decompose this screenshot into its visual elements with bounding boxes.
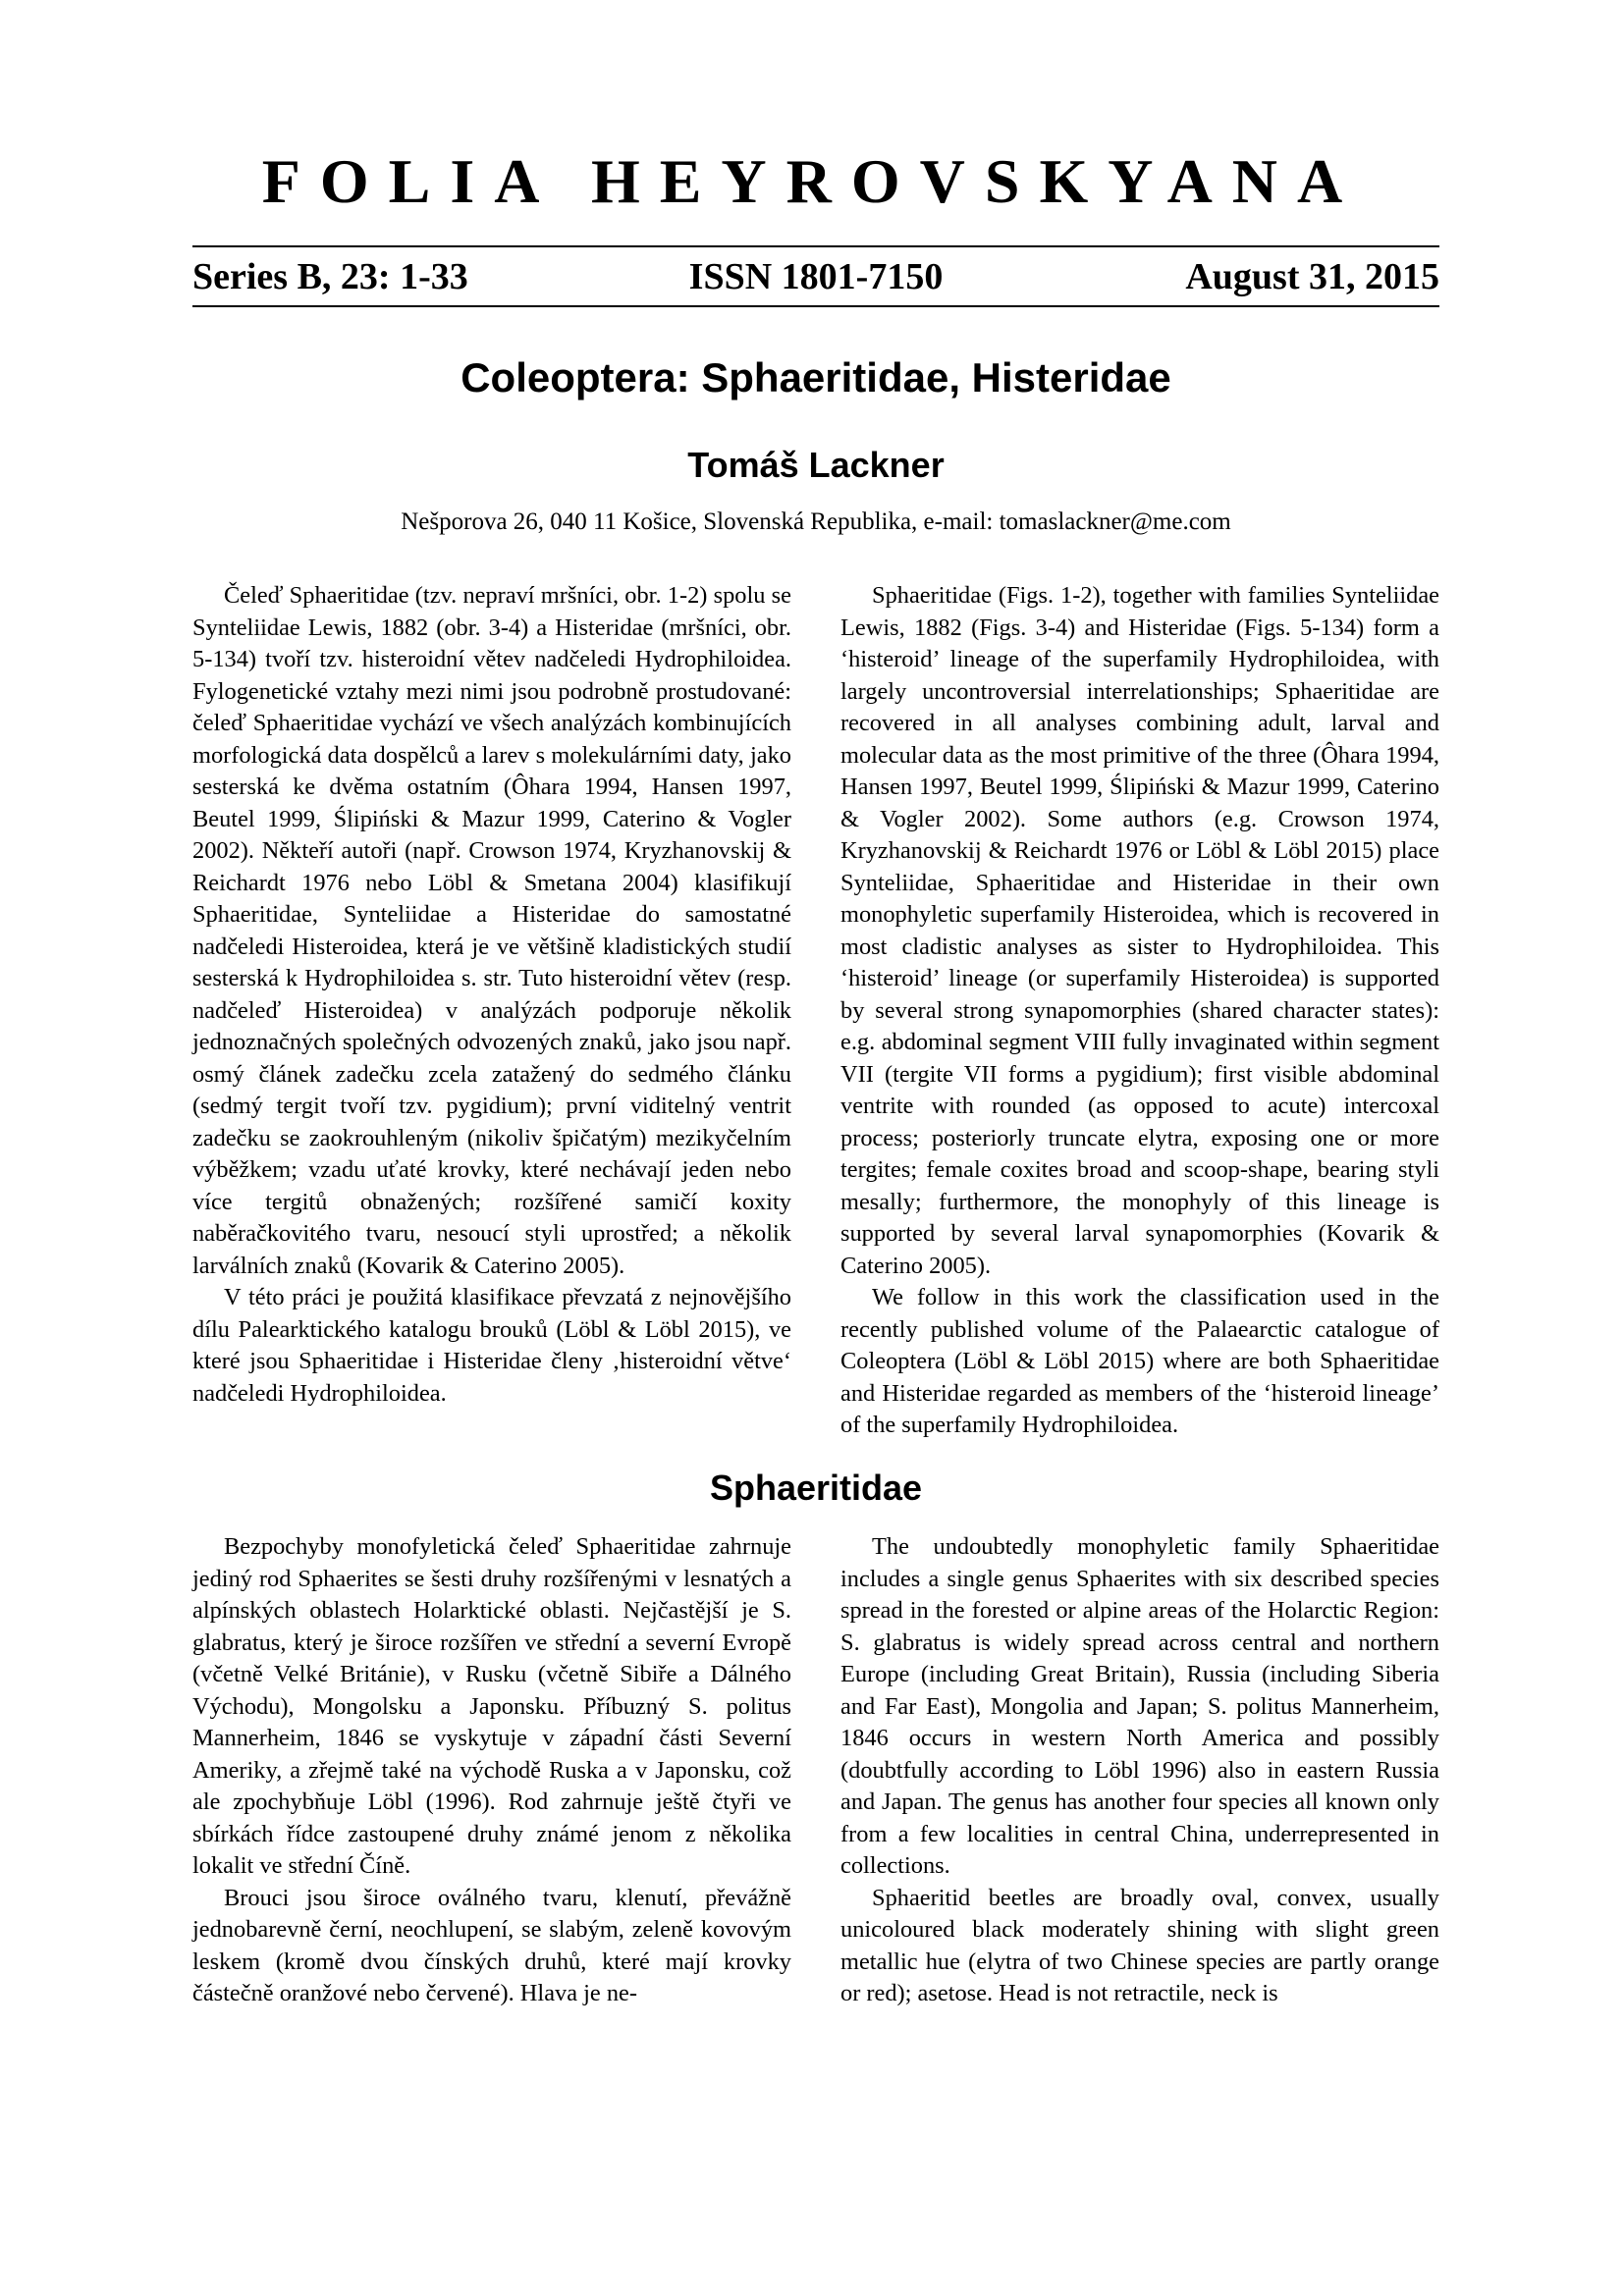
paragraph: We follow in this work the classification used in the recently published volume of the Palaearctic catalogue of Coleoptera (Löbl & Löbl 2015) where are both Sphaeritidae and Histeridae regarded as members of the ‘histeroid lineage’ of the superfamily Hydrophiloidea. (840, 1284, 1439, 1438)
paragraph: Bezpochyby monofyletická čeleď Sphaeritidae zahrnuje jediný rod Sphaerites se šesti druhy rozšířenými v lesnatých a alpínských oblastech Holarktické oblasti. Nejčastější je S. glabratus, který je široce rozšířen ve střední a severní Evropě (včetně Velké Británie), v Rusku (včetně Sibiře a Dálného Východu), Mongolsku a Japonsku. Příbuzný S. politus Mannerheim, 1846 se vyskytuje v západní části Severní Ameriky, a zřejmě také na východě Ruska a v Japonsku, což ale zpochybňuje Löbl (1996). Rod zahrnuje ještě čtyři ve sbírkách řídce zastoupené druhy známé jenom z několika lokalit ve střední Číně. (192, 1533, 791, 1879)
intro-english-column (840, 580, 1439, 1442)
paragraph: Sphaeritidae (Figs. 1-2), together with families Synteliidae Lewis, 1882 (Figs. 3-4) and Histeridae (Figs. 5-134) form a ‘histeroid’ lineage of the superfamily Hydrophiloidea, with largely uncontroversial interrelationships; Sphaeritidae are recovered in all analyses combining adult, larval and molecular data as the most primitive of the three (Ôhara 1994, Hansen 1997, Beutel 1999, Ślipiński & Mazur 1999, Caterino & Vogler 2002). Some authors (e.g. Crowson 1974, Kryzhanovskij & Reichardt 1976 or Löbl & Löbl 2015) place Synteliidae, Sphaeritidae and Histeridae in their own monophyletic superfamily Histeroidea, which is recovered in most cladistic analyses as sister to Hydrophiloidea. This ‘histeroid’ lineage (or superfamily Histeroidea) is supported by several strong synapomorphies (shared character states): e.g. abdominal segment VIII fully invaginated within segment VII (tergite VII forms a pygidium); first visible abdominal ventrite with rounded (as opposed to acute) intercoxal process; posteriorly truncate elytra, exposing one or more tergites; female coxites broad and scoop-shape, bearing styli mesally; furthermore, the monophyly of this lineage is supported by several larval synapomorphies (Kovarik & Caterino 2005). (840, 582, 1439, 1279)
intro-czech-column (192, 580, 791, 1410)
section-heading: Sphaeritidae (709, 1468, 923, 1508)
header-info-row (192, 252, 1439, 301)
author-address: Nešporova 26, 040 11 Košice, Slovenská Republika, e-mail: tomaslackner@me.com (401, 508, 1231, 535)
journal-title: FOLIA HEYROVSKYANA (261, 146, 1363, 216)
paragraph: Brouci jsou široce oválného tvaru, klenutí, převážně jednobarevně černí, neochlupení, se slabým, zeleně kovovým leskem (kromě dvou čínských druhů, které mají krovky částečně oranžové nebo červené). Hlava je ne- (192, 1884, 791, 2006)
issn: ISSN 1801-7150 (688, 256, 944, 297)
header-rule-top (192, 245, 1439, 247)
author-name: Tomáš Lackner (687, 445, 945, 485)
publication-date: August 31, 2015 (1185, 256, 1439, 297)
section-czech-column (192, 1531, 791, 2010)
section-english-column (840, 1531, 1439, 2010)
header-rule-bottom (192, 305, 1439, 307)
paragraph: Čeleď Sphaeritidae (tzv. nepraví mršníci, obr. 1-2) spolu se Synteliidae Lewis, 1882 (obr. 3-4) a Histeridae (mršníci, obr. 5-134) tvoří tzv. histeroidní větev nadčeledi Hydrophiloidea. Fylogenetické vztahy mezi nimi jsou podrobně prostudované: čeleď Sphaeritidae vychází ve všech analýzách kombinujících morfologická data dospělců a larev s molekulárními daty, jako sesterská ke dvěma ostatním (Ôhara 1994, Hansen 1997, Beutel 1999, Ślipiński & Mazur 1999, Caterino & Vogler 2002). Někteří autoři (např. Crowson 1974, Kryzhanovskij & Reichardt 1976 nebo Löbl & Smetana 2004) klasifikují Sphaeritidae, Synteliidae a Histeridae do samostatné nadčeledi Histeroidea, která je ve většině kladistických studií sesterská k Hydrophiloidea s. str. Tuto histeroidní větev (resp. nadčeleď Histeroidea) v analýzách podporuje několik jednoznačných společných odvozených znaků, jako jsou např. osmý článek zadečku zcela zatažený do sedmého článku (sedmý tergit tvoří tzv. pygidium); první viditelný ventrit zadečku se zaokrouhleným (nikoliv špičatým) mezikyčelním výběžkem; vzadu uťaté krovky, které nechávají jeden nebo více tergitů obnažených; rozšířené samičí koxity naběračkovitého tvaru, nesoucí styli uprostřed; a několik larválních znaků (Kovarik & Caterino 2005). (192, 582, 791, 1279)
series-info: Series B, 23: 1-33 (192, 256, 468, 297)
article-title: Coleoptera: Sphaeritidae, Histeridae (460, 354, 1171, 400)
paragraph: The undoubtedly monophyletic family Sphaeritidae includes a single genus Sphaerites with six described species spread in the forested or alpine areas of the Holarctic Region: S. glabratus is widely spread across central and northern Europe (including Great Britain), Russia (including Siberia and Far East), Mongolia and Japan; S. politus Mannerheim, 1846 occurs in western North America and possibly (doubtfully according to Löbl 1996) also in eastern Russia and Japan. The genus has another four species all known only from a few localities in central China, underrepresented in collections. (840, 1533, 1439, 1879)
paragraph: V této práci je použitá klasifikace převzatá z nejnovějšího dílu Palearktického katalogu brouků (Löbl & Löbl 2015), ve které jsou Sphaeritidae i Histeridae členy ‚histeroidní větve‘ nadčeledi Hydrophiloidea. (192, 1284, 791, 1407)
paragraph: Sphaeritid beetles are broadly oval, convex, usually unicoloured black moderately shining with slight green metallic hue (elytra of two Chinese species are partly orange or red); asetose. Head is not retractile, neck is (840, 1884, 1439, 2006)
